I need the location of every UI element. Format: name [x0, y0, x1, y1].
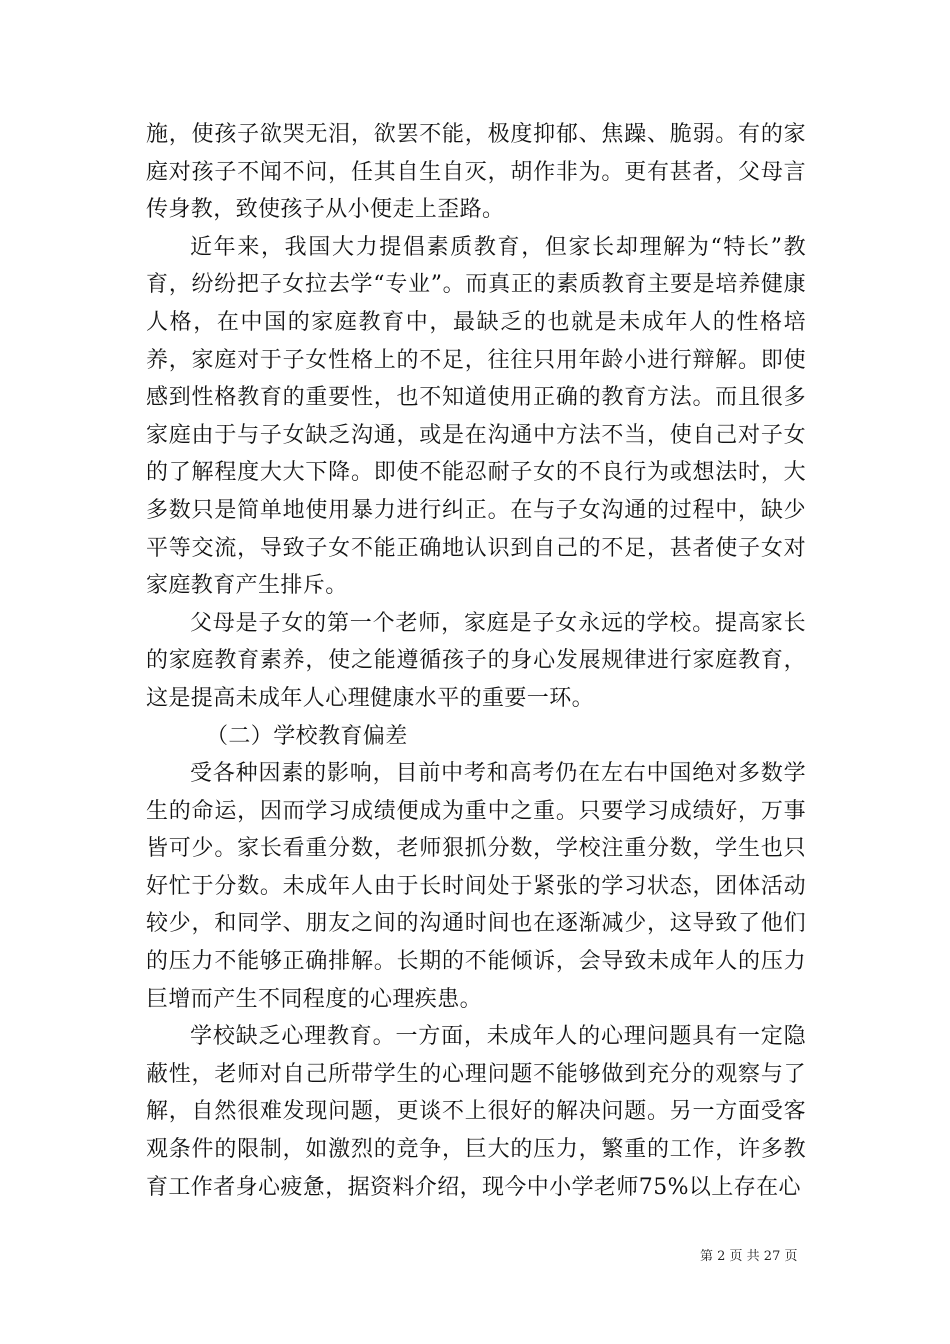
paragraph-1: 施，使孩子欲哭无泪，欲罢不能，极度抑郁、焦躁、脆弱。有的家庭对孩子不闻不问，任其自生自灭，胡作非为。更有甚者，父母言传身教，致使孩子从小便走上歪路。	[146, 122, 806, 223]
paragraph-4: 受各种因素的影响，目前中考和高考仍在左右中国绝对多数学生的命运，因而学习成绩便成为重中之重。只要学习成绩好，万事皆可少。家长看重分数，老师狠抓分数，学校注重分数，学生也只好忙于分数。未成年人由于长时间处于紧张的学习状态，团体活动较少，和同学、朋友之间的沟通时间也在逐渐减少，这导致了他们的压力不能够正确排解。长期的不能倾诉，会导致未成年人的压力巨增而产生不同程度的心理疾患。	[146, 761, 806, 1012]
paragraph-5: 学校缺乏心理教育。一方面，未成年人的心理问题具有一定隐蔽性，老师对自己所带学生的心理问题不能够做到充分的观察与了解，自然很难发现问题，更谈不上很好的解决问题。另一方面受客观条件的限制，如激烈的竞争，巨大的压力，繁重的工作，许多教育工作者身心疲惫，据资料介绍，现今中小学老师75%以上存在心	[146, 1024, 806, 1200]
document-body	[146, 116, 806, 1206]
section-heading: （二）学校教育偏差	[206, 723, 408, 749]
paragraph-2: 近年来，我国大力提倡素质教育，但家长却理解为“特长”教育，纷纷把子女拉去学“专业”。而真正的素质教育主要是培养健康人格，在中国的家庭教育中，最缺乏的也就是未成年人的性格培养，家庭对于子女性格上的不足，往往只用年龄小进行辩解。即使感到性格教育的重要性，也不知道使用正确的教育方法。而且很多家庭由于与子女缺乏沟通，或是在沟通中方法不当，使自己对子女的了解程度大大下降。即使不能忍耐子女的不良行为或想法时，大多数只是简单地使用暴力进行纠正。在与子女沟通的过程中，缺少平等交流，导致子女不能正确地认识到自己的不足，甚者使子女对家庭教育产生排斥。	[146, 234, 806, 599]
page-number-footer: 第 2 页 共 27 页	[700, 1249, 798, 1264]
paragraph-3: 父母是子女的第一个老师，家庭是子女永远的学校。提高家长的家庭教育素养，使之能遵循孩子的身心发展规律进行家庭教育，这是提高未成年人心理健康水平的重要一环。	[146, 610, 806, 711]
